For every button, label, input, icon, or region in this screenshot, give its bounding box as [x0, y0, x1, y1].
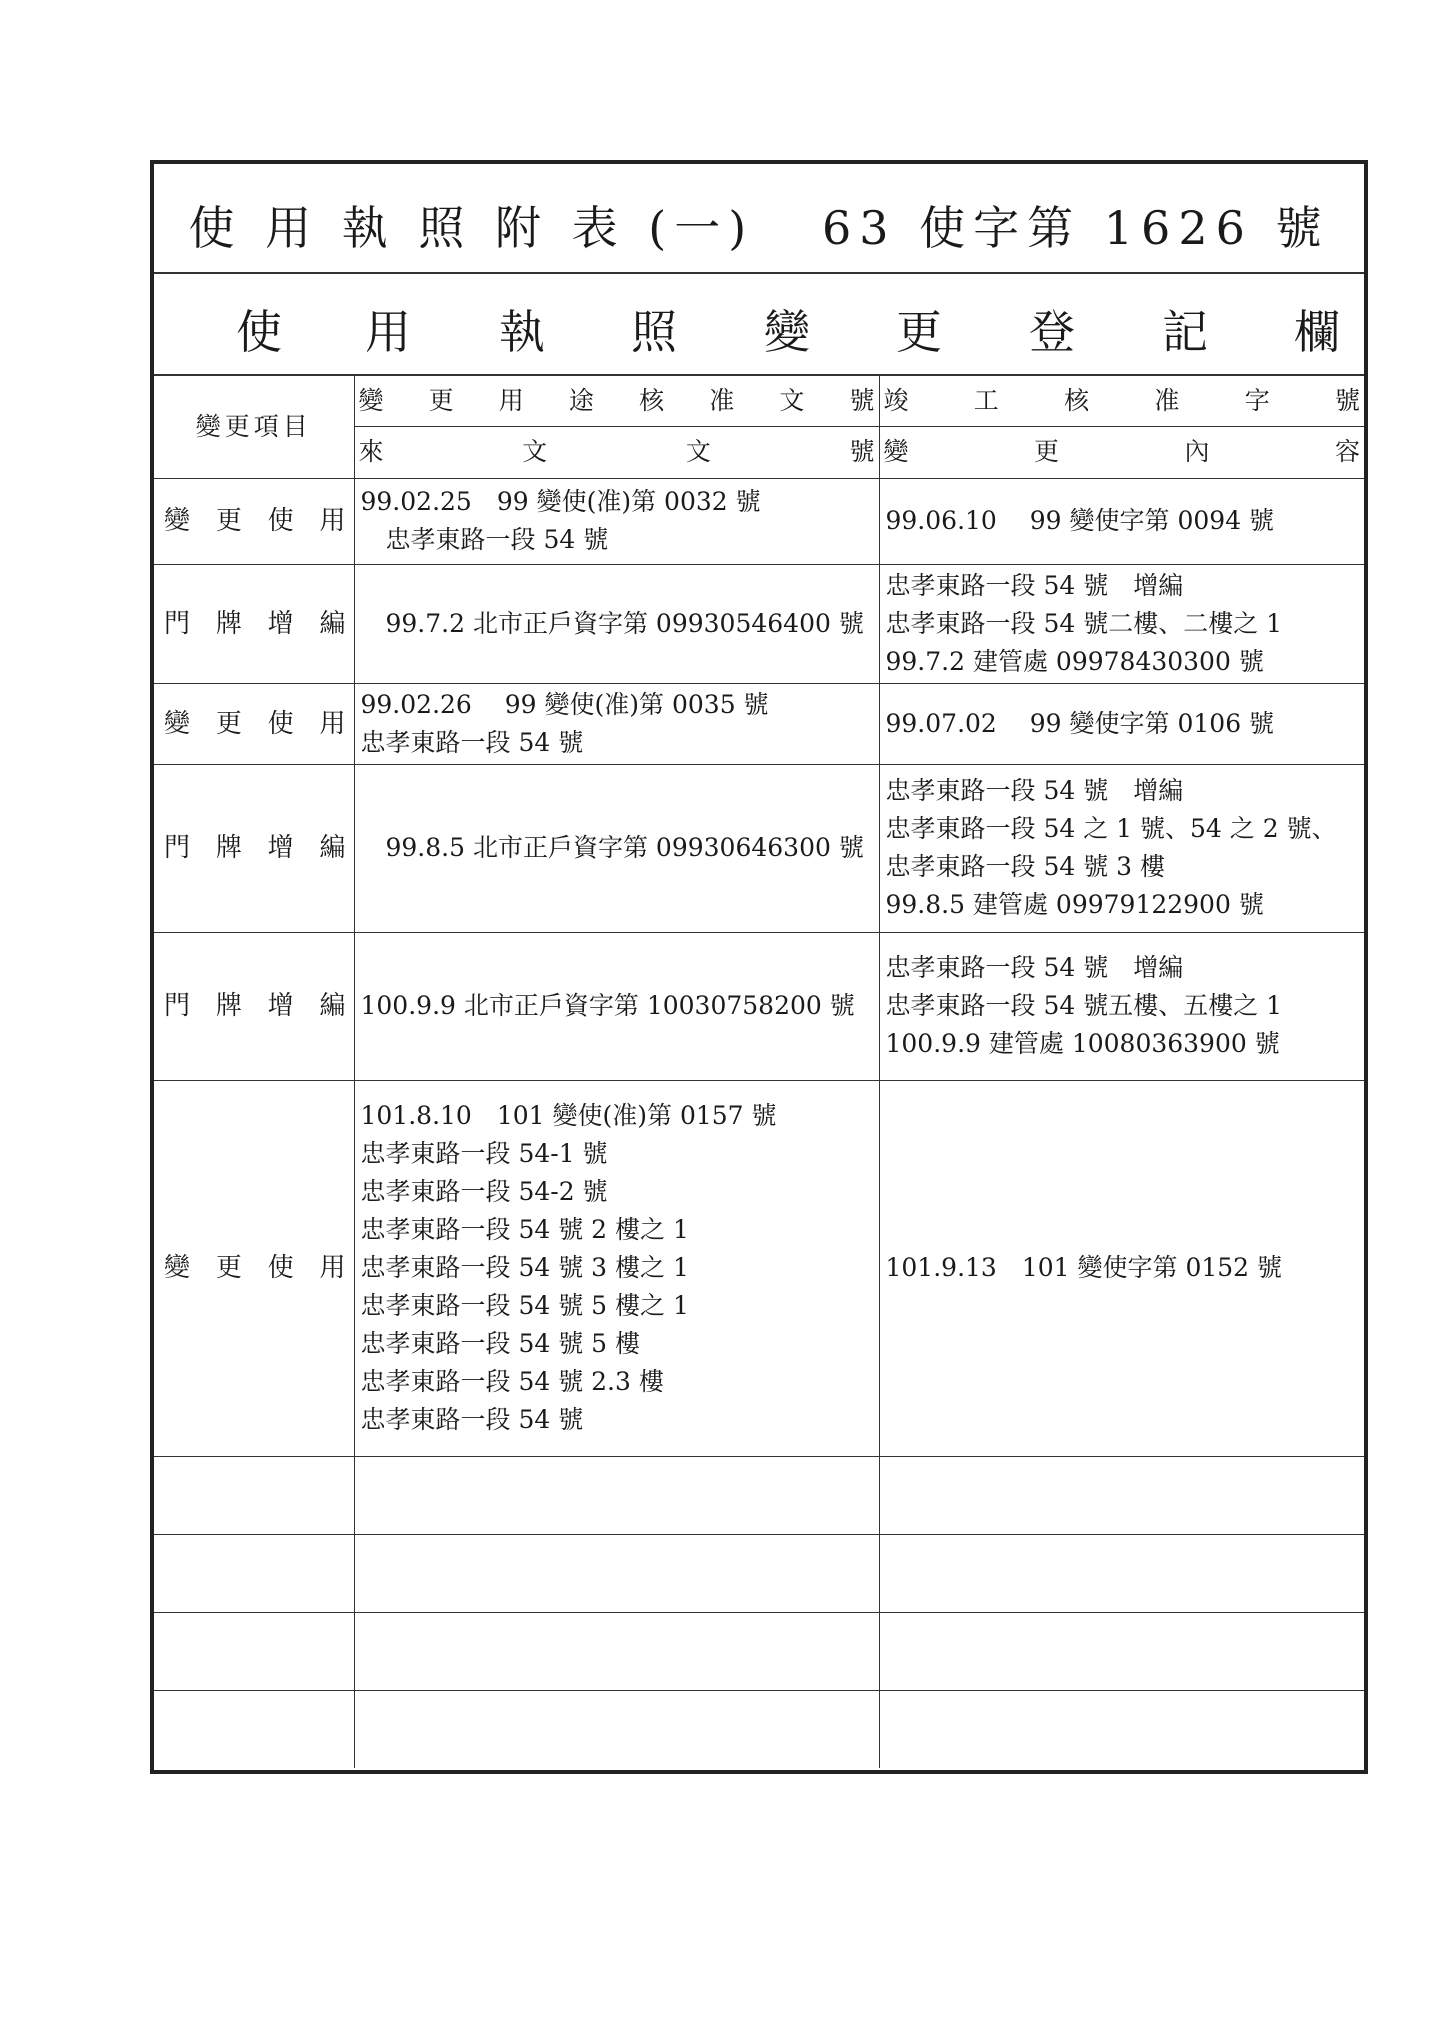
empty-table-row: [154, 1456, 1364, 1534]
subtitle-char: 登: [1029, 305, 1075, 359]
subtitle-char: 欄: [1294, 305, 1340, 359]
spaced-char: 變: [883, 437, 909, 466]
cell-text-line: 100.9.9 北市正戶資字第 10030758200 號: [360, 991, 855, 1020]
empty-cell: [879, 1456, 1364, 1534]
cell-text-line: 99.8.5 建管處 09979122900 號: [885, 890, 1264, 919]
table-row: [154, 564, 1364, 683]
cell-text-line: 忠孝東路一段 54 號 增編: [885, 953, 1184, 982]
spaced-char: 更: [215, 1253, 242, 1283]
spaced-char: 容: [1334, 437, 1360, 466]
spaced-char: 牌: [215, 833, 242, 863]
row-approval-doc: [354, 683, 879, 764]
header-change-content: [879, 426, 1364, 478]
row-completion-content: [879, 478, 1364, 564]
license-appendix-sheet: [150, 160, 1368, 1774]
spaced-char: 牌: [215, 608, 242, 639]
spaced-char: 牌: [215, 991, 242, 1021]
row-change-item-text: [154, 705, 354, 743]
spaced-char: 字: [1244, 385, 1270, 415]
empty-cell: [154, 1690, 354, 1768]
cell-text-line: 99.7.2 建管處 09978430300 號: [885, 646, 1264, 676]
empty-table-row: [154, 1690, 1364, 1768]
row-change-item: [154, 764, 354, 932]
spaced-char: 准: [1154, 385, 1180, 415]
empty-cell: [354, 1534, 879, 1612]
row-change-item: [154, 932, 354, 1080]
empty-table-row: [154, 1612, 1364, 1690]
spaced-char: 竣: [883, 385, 909, 415]
subtitle-char: 執: [499, 305, 545, 359]
spaced-char: 更: [215, 506, 242, 536]
document-title: 使 用 執 照 附 表 (一) 63 使字第 1626 號: [188, 201, 1330, 255]
cell-text-line: 101.8.10 101 變使(准)第 0157 號: [360, 1101, 777, 1130]
empty-cell: [154, 1612, 354, 1690]
row-completion-content: [879, 564, 1364, 683]
row-change-item: [154, 1080, 354, 1456]
subtitle-char: 用: [365, 305, 411, 359]
header-completion-no-text: [880, 382, 1365, 420]
row-change-item: [154, 478, 354, 564]
spaced-char: 更: [428, 385, 454, 415]
empty-cell: [354, 1612, 879, 1690]
spaced-char: 來: [358, 437, 384, 466]
subtitle-row: [154, 274, 1364, 376]
header-incoming-doc-no: [354, 426, 879, 478]
cell-text-line: 忠孝東路一段 54 號 5 樓之 1: [360, 1291, 689, 1320]
cell-text-line: 101.9.13 101 變使字第 0152 號: [885, 1253, 1283, 1282]
spaced-char: 使: [267, 708, 294, 739]
cell-text-line: 忠孝東路一段 54 號五樓、五樓之 1: [885, 991, 1283, 1020]
spaced-char: 內: [1184, 437, 1210, 466]
spaced-char: 核: [639, 385, 665, 415]
row-approval-doc: [354, 1080, 879, 1456]
cell-text-line: 忠孝東路一段 54 號: [360, 727, 584, 757]
spaced-char: 編: [319, 991, 346, 1021]
empty-cell: [154, 1456, 354, 1534]
spaced-char: 更: [215, 708, 242, 739]
spaced-char: 更: [1033, 437, 1059, 466]
row-completion-content: [879, 932, 1364, 1080]
row-change-item-text: [154, 829, 354, 867]
cell-text-line: 忠孝東路一段 54-2 號: [360, 1177, 608, 1206]
cell-text-line: 忠孝東路一段 54 號 3 樓: [885, 852, 1166, 881]
subtitle-char: 更: [896, 305, 942, 359]
header-change-content-text: [880, 433, 1365, 471]
row-change-item-text: [154, 605, 354, 643]
cell-text-line: 99.06.10 99 變使字第 0094 號: [885, 506, 1275, 535]
spaced-char: 文: [522, 437, 548, 466]
spaced-char: 門: [164, 608, 191, 639]
cell-text-line: 99.8.5 北市正戶資字第 09930646300 號: [360, 833, 864, 862]
row-change-item-text: [154, 502, 354, 540]
subtitle-char: 變: [764, 305, 810, 359]
subtitle-char: 照: [631, 305, 677, 359]
empty-cell: [879, 1534, 1364, 1612]
table-row: [154, 764, 1364, 932]
empty-cell: [354, 1456, 879, 1534]
row-approval-doc: [354, 932, 879, 1080]
table-row: [154, 1080, 1364, 1456]
empty-cell: [879, 1612, 1364, 1690]
cell-text-line: 忠孝東路一段 54 號 增編: [885, 776, 1184, 805]
spaced-char: 編: [319, 833, 346, 863]
row-change-item-text: [154, 1249, 354, 1287]
cell-text-line: 100.9.9 建管處 10080363900 號: [885, 1029, 1280, 1058]
spaced-char: 變: [164, 1253, 191, 1283]
spaced-char: 用: [319, 506, 346, 536]
header-completion-no: [879, 376, 1364, 426]
table-row: [154, 683, 1364, 764]
spaced-char: 號: [849, 385, 875, 415]
header-incoming-doc-no-text: [355, 433, 879, 471]
table-row: [154, 932, 1364, 1080]
empty-table-row: [154, 1534, 1364, 1612]
spaced-char: 變: [358, 385, 384, 415]
title-row: [154, 164, 1364, 274]
cell-text-line: 忠孝東路一段 54 之 1 號、54 之 2 號、: [885, 814, 1337, 843]
spaced-char: 用: [498, 385, 524, 415]
spaced-char: 增: [267, 608, 294, 639]
spaced-char: 門: [164, 991, 191, 1021]
spaced-char: 號: [1334, 385, 1360, 415]
cell-text-line: 忠孝東路一段 54 號 3 樓之 1: [360, 1253, 689, 1282]
spaced-char: 用: [319, 1253, 346, 1283]
cell-text-line: 忠孝東路一段 54 號二樓、二樓之 1: [885, 608, 1283, 638]
cell-text-line: 忠孝東路一段 54-1 號: [360, 1139, 608, 1168]
spaced-char: 文: [685, 437, 711, 466]
spaced-char: 變: [164, 708, 191, 739]
spaced-char: 編: [319, 608, 346, 639]
spaced-char: 增: [267, 833, 294, 863]
subtitle-char: 記: [1162, 305, 1208, 359]
spaced-char: 工: [973, 385, 999, 415]
row-approval-doc: [354, 478, 879, 564]
cell-text-line: 忠孝東路一段 54 號: [360, 525, 609, 554]
empty-cell: [879, 1690, 1364, 1768]
empty-cell: [154, 1534, 354, 1612]
spaced-char: 核: [1064, 385, 1090, 415]
row-approval-doc: [354, 764, 879, 932]
cell-text-line: 99.07.02 99 變使字第 0106 號: [885, 708, 1275, 738]
cell-text-line: 99.7.2 北市正戶資字第 09930546400 號: [360, 608, 864, 638]
spaced-char: 號: [849, 437, 875, 466]
spaced-char: 文: [779, 385, 805, 415]
cell-text-line: 忠孝東路一段 54 號 增編: [885, 570, 1184, 600]
header-approval-doc-no-text: [355, 382, 879, 420]
spaced-char: 用: [319, 708, 346, 739]
row-change-item-text: [154, 987, 354, 1025]
cell-text-line: 99.02.26 99 變使(准)第 0035 號: [360, 689, 769, 719]
header-change-item: 變更項目: [154, 376, 354, 478]
spaced-char: 途: [568, 385, 594, 415]
subtitle-char: 使: [236, 305, 282, 359]
spaced-char: 使: [267, 1253, 294, 1283]
cell-text-line: 99.02.25 99 變使(准)第 0032 號: [360, 487, 761, 516]
spaced-char: 使: [267, 506, 294, 536]
row-approval-doc: [354, 564, 879, 683]
row-completion-content: [879, 1080, 1364, 1456]
table-row: [154, 478, 1364, 564]
cell-text-line: 忠孝東路一段 54 號: [360, 1405, 584, 1434]
row-change-item: [154, 683, 354, 764]
empty-cell: [354, 1690, 879, 1768]
header-approval-doc-no: [354, 376, 879, 426]
spaced-char: 門: [164, 833, 191, 863]
row-completion-content: [879, 764, 1364, 932]
row-completion-content: [879, 683, 1364, 764]
cell-text-line: 忠孝東路一段 54 號 2 樓之 1: [360, 1215, 689, 1244]
spaced-char: 增: [267, 991, 294, 1021]
cell-text-line: 忠孝東路一段 54 號 5 樓: [360, 1329, 641, 1358]
spaced-char: 准: [709, 385, 735, 415]
spaced-char: 變: [164, 506, 191, 536]
change-register-table: [154, 376, 1364, 1768]
cell-text-line: 忠孝東路一段 54 號 2.3 樓: [360, 1367, 664, 1396]
row-change-item: [154, 564, 354, 683]
